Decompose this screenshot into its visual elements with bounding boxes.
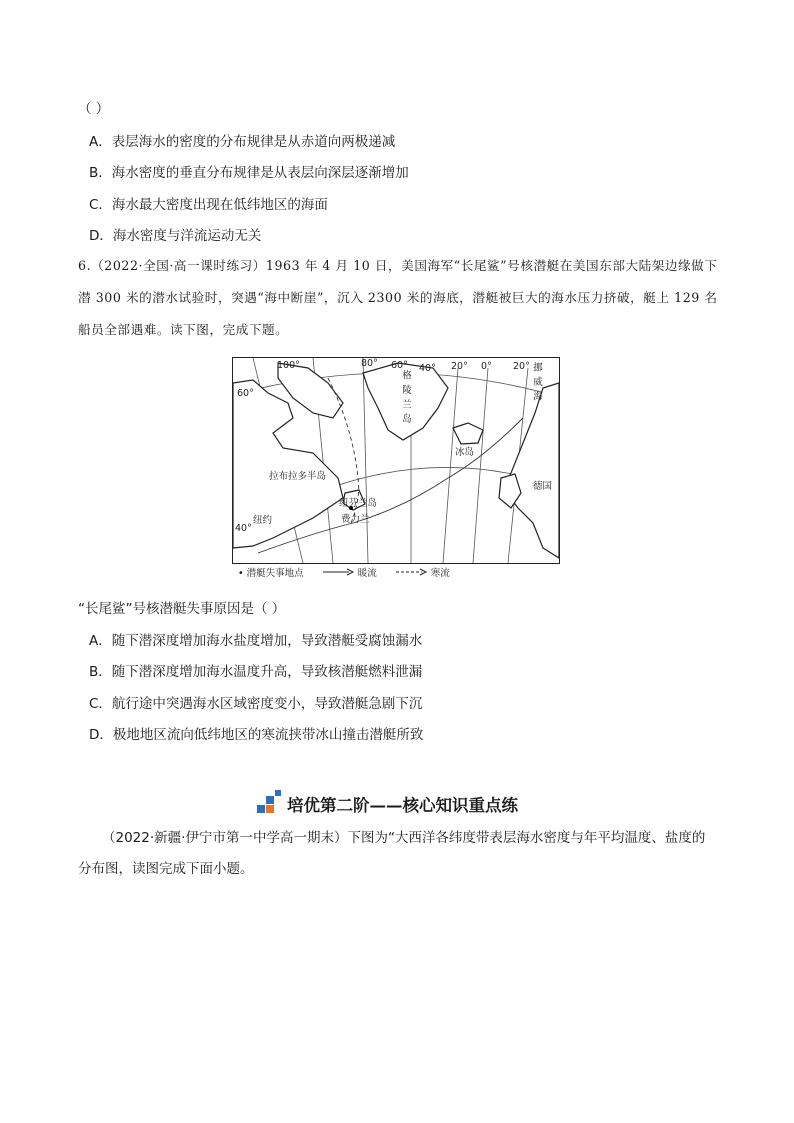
q6-intro-line-2: 潜 300 米的潜水试验时，突遇“海中断崖”，沉入 2300 米的海底，潜艇被巨大的海水压力挤破，艇上 129 名 xyxy=(78,290,718,305)
q5-option-c: C．海水最大密度出现在低纬地区的海面 xyxy=(89,197,328,213)
q5-option-a: A．表层海水的密度的分布规律是从赤道向两极递减 xyxy=(89,134,396,150)
map-legend xyxy=(238,565,464,579)
map-drawing xyxy=(233,358,559,563)
label-lon-0: 0° xyxy=(481,361,492,372)
q6-option-a: A．随下潜深度增加海水盐度增加，导致潜艇受腐蚀漏水 xyxy=(89,633,423,649)
sinking-site-icon: • xyxy=(238,568,244,579)
q5-answer-paren: （ ） xyxy=(78,101,110,117)
section-title: 培优第二阶——核心知识重点练 xyxy=(287,796,518,815)
label-lon-100: 100° xyxy=(277,360,300,371)
q6-stem: “长尾鲨”号核潜艇失事原因是（ ） xyxy=(78,601,286,617)
label-lon-20: 20° xyxy=(451,361,468,372)
q5-option-b: B．海水密度的垂直分布规律是从表层向深层逐渐增加 xyxy=(89,165,409,181)
label-iceland: 冰岛 xyxy=(455,447,475,458)
dashed-arrow-icon xyxy=(394,568,428,576)
label-greenland: 格陵兰岛 xyxy=(400,370,411,428)
label-lon-80: 80° xyxy=(361,358,378,369)
legend-site xyxy=(238,565,304,579)
legend-warm-label: 暖流 xyxy=(357,568,377,579)
north-atlantic-map xyxy=(232,357,560,564)
q6-option-d: D．极地地区流向低纬地区的寒流挟带冰山撞击潜艇所致 xyxy=(89,727,424,743)
q7-intro-line-1: （2022·新疆·伊宁市第一中学高一期末）下图为“大西洋各纬度带表层海水密度与年平均温度、盐度的 xyxy=(102,830,706,846)
label-lat-40: 40° xyxy=(235,523,252,534)
q6-option-c: C．航行途中突遇海水区域密度变小，导致潜艇急剧下沉 xyxy=(89,696,423,712)
q7-intro-line-2: 分布图，读图完成下面小题。 xyxy=(78,861,254,877)
label-lon-60: 60° xyxy=(391,360,408,371)
q5-option-d: D．海水密度与洋流运动无关 xyxy=(89,228,262,244)
q6-option-b: B．随下潜深度增加海水温度升高，导致核潜艇燃料泄漏 xyxy=(89,664,423,680)
stair-blocks-icon xyxy=(257,790,281,816)
label-lon-40: 40° xyxy=(419,363,436,374)
label-germany: 德国 xyxy=(533,481,553,492)
solid-arrow-icon xyxy=(321,568,355,576)
q6-intro-line-3: 船员全部遇难。读下图，完成下题。 xyxy=(78,322,289,337)
legend-warm xyxy=(321,565,377,579)
q6-intro-line-1: 6.（2022·全国·高一课时练习）1963 年 4 月 10 日，美国海军“长尾鲨”号核潜艇在美国东部大陆架边缘做下 xyxy=(78,258,718,273)
label-lat-60: 60° xyxy=(237,388,254,399)
legend-site-label: 潜艇失事地点 xyxy=(246,568,304,579)
label-newyork: 纽约 xyxy=(253,515,273,526)
label-labrador: 拉布拉多半岛 xyxy=(269,471,327,482)
label-lon-20e: 20° xyxy=(513,361,530,372)
iceland-shape xyxy=(453,423,483,444)
label-newfoundland: 纽芬兰岛 xyxy=(339,498,378,509)
label-norway: 挪威海 xyxy=(531,362,542,406)
legend-cold-label: 寒流 xyxy=(430,568,450,579)
label-fei: 费力兰 xyxy=(341,514,370,525)
legend-cold xyxy=(394,565,450,579)
